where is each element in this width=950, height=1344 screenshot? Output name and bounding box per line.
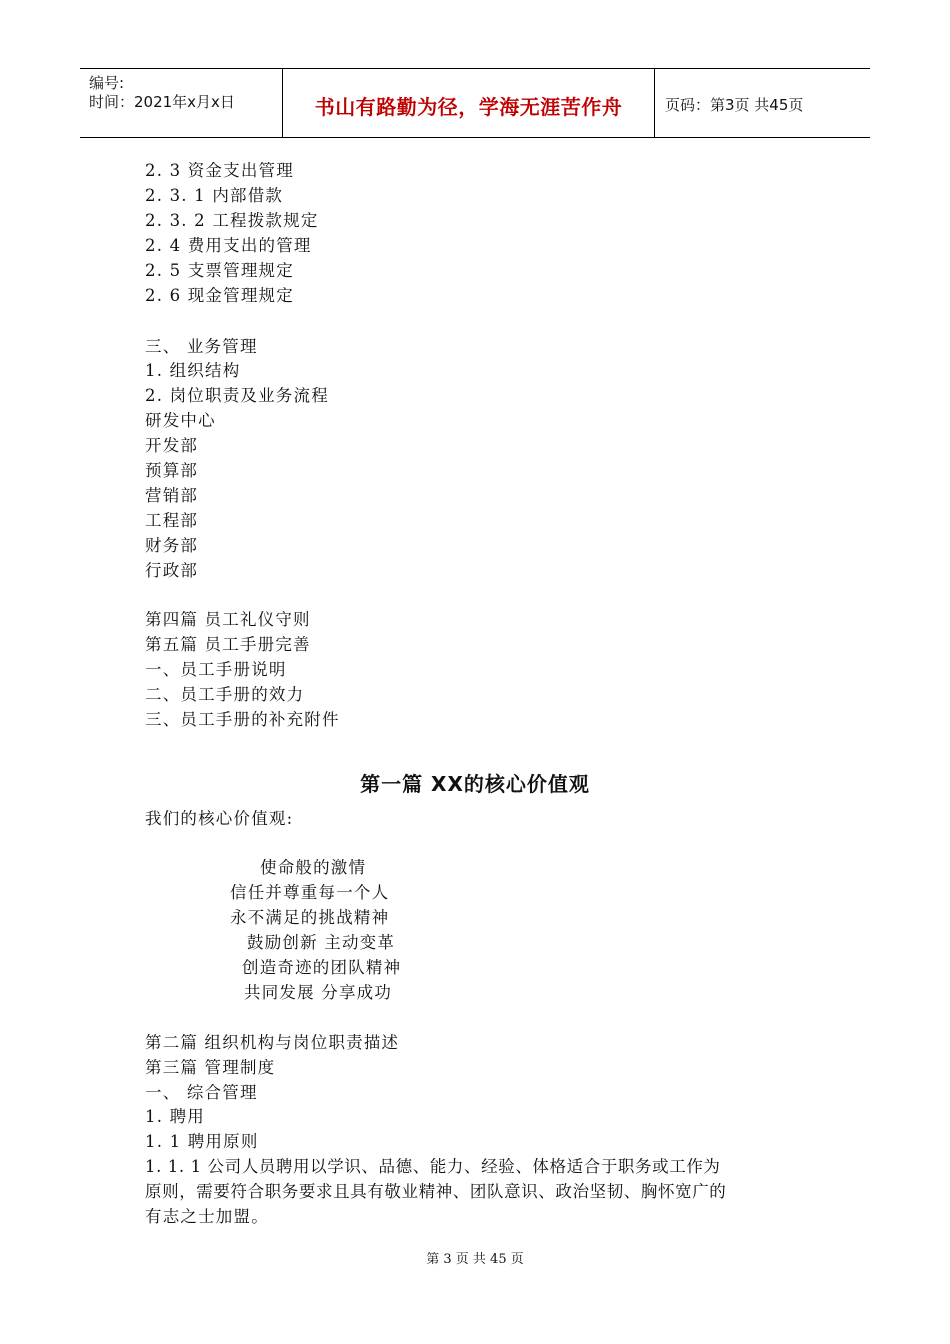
- toc-line: 研发中心: [145, 411, 216, 430]
- toc-line: 2. 5 支票管理规定: [145, 261, 294, 280]
- toc-line: 一、员工手册说明: [145, 660, 287, 679]
- page-info: 页码：第3页 共45页: [665, 96, 804, 114]
- page-header: [80, 68, 870, 138]
- toc-line: 2. 3. 2 工程拨款规定: [145, 211, 319, 230]
- header-page-cell: [655, 69, 870, 137]
- toc-line: 2. 4 费用支出的管理: [145, 236, 312, 255]
- toc-line: 预算部: [145, 461, 199, 480]
- body-line: 第三篇 管理制度: [145, 1058, 276, 1077]
- body-line: 一、 综合管理: [145, 1083, 258, 1102]
- body-line: 原则，需要符合职务要求且具有敬业精神、团队意识、政治坚韧、胸怀宽广的: [145, 1182, 727, 1201]
- toc-line: 第四篇 员工礼仪守则: [145, 610, 311, 629]
- date-line: 时间：2021年x月x日: [89, 93, 235, 111]
- values-intro: 我们的核心价值观:: [145, 809, 294, 828]
- toc-line: 2. 3. 1 内部借款: [145, 186, 284, 205]
- toc-line: 三、员工手册的补充附件: [145, 710, 340, 729]
- value-line: 使命般的激情: [260, 858, 367, 877]
- toc-line: 2. 3 资金支出管理: [145, 161, 294, 180]
- motto: 书山有路勤为径，学海无涯苦作舟: [314, 95, 623, 119]
- toc-line: 行政部: [145, 561, 199, 580]
- toc-line: 开发部: [145, 436, 199, 455]
- value-line: 共同发展 分享成功: [244, 983, 393, 1002]
- header-info-cell: [80, 69, 283, 137]
- toc-line: 营销部: [145, 486, 199, 505]
- value-line: 鼓励创新 主动变革: [247, 933, 396, 952]
- header-motto-cell: [283, 69, 655, 137]
- toc-line: 工程部: [145, 511, 199, 530]
- body-line: 1. 1. 1 公司人员聘用以学识、品德、能力、经验、体格适合于职务或工作为: [145, 1157, 721, 1176]
- page-footer: 第 3 页 共 45 页: [426, 1252, 524, 1267]
- value-line: 信任并尊重每一个人: [230, 883, 390, 902]
- toc-line: 2. 岗位职责及业务流程: [145, 386, 329, 405]
- body-line: 1. 1 聘用原则: [145, 1132, 259, 1151]
- toc-line: 财务部: [145, 536, 199, 555]
- value-line: 创造奇迹的团队精神: [242, 958, 402, 977]
- toc-line: 第五篇 员工手册完善: [145, 635, 311, 654]
- body-line: 第二篇 组织机构与岗位职责描述: [145, 1033, 400, 1052]
- toc-line: 1. 组织结构: [145, 361, 241, 380]
- toc-line: 2. 6 现金管理规定: [145, 286, 294, 305]
- body-line: 有志之士加盟。: [145, 1207, 269, 1226]
- body-line: 1. 聘用: [145, 1107, 205, 1126]
- serial-label: 编号:: [89, 74, 125, 92]
- value-line: 永不满足的挑战精神: [230, 908, 390, 927]
- chapter-title: 第一篇 XX的核心价值观: [360, 772, 590, 796]
- toc-line: 三、 业务管理: [145, 337, 258, 356]
- toc-line: 二、员工手册的效力: [145, 685, 305, 704]
